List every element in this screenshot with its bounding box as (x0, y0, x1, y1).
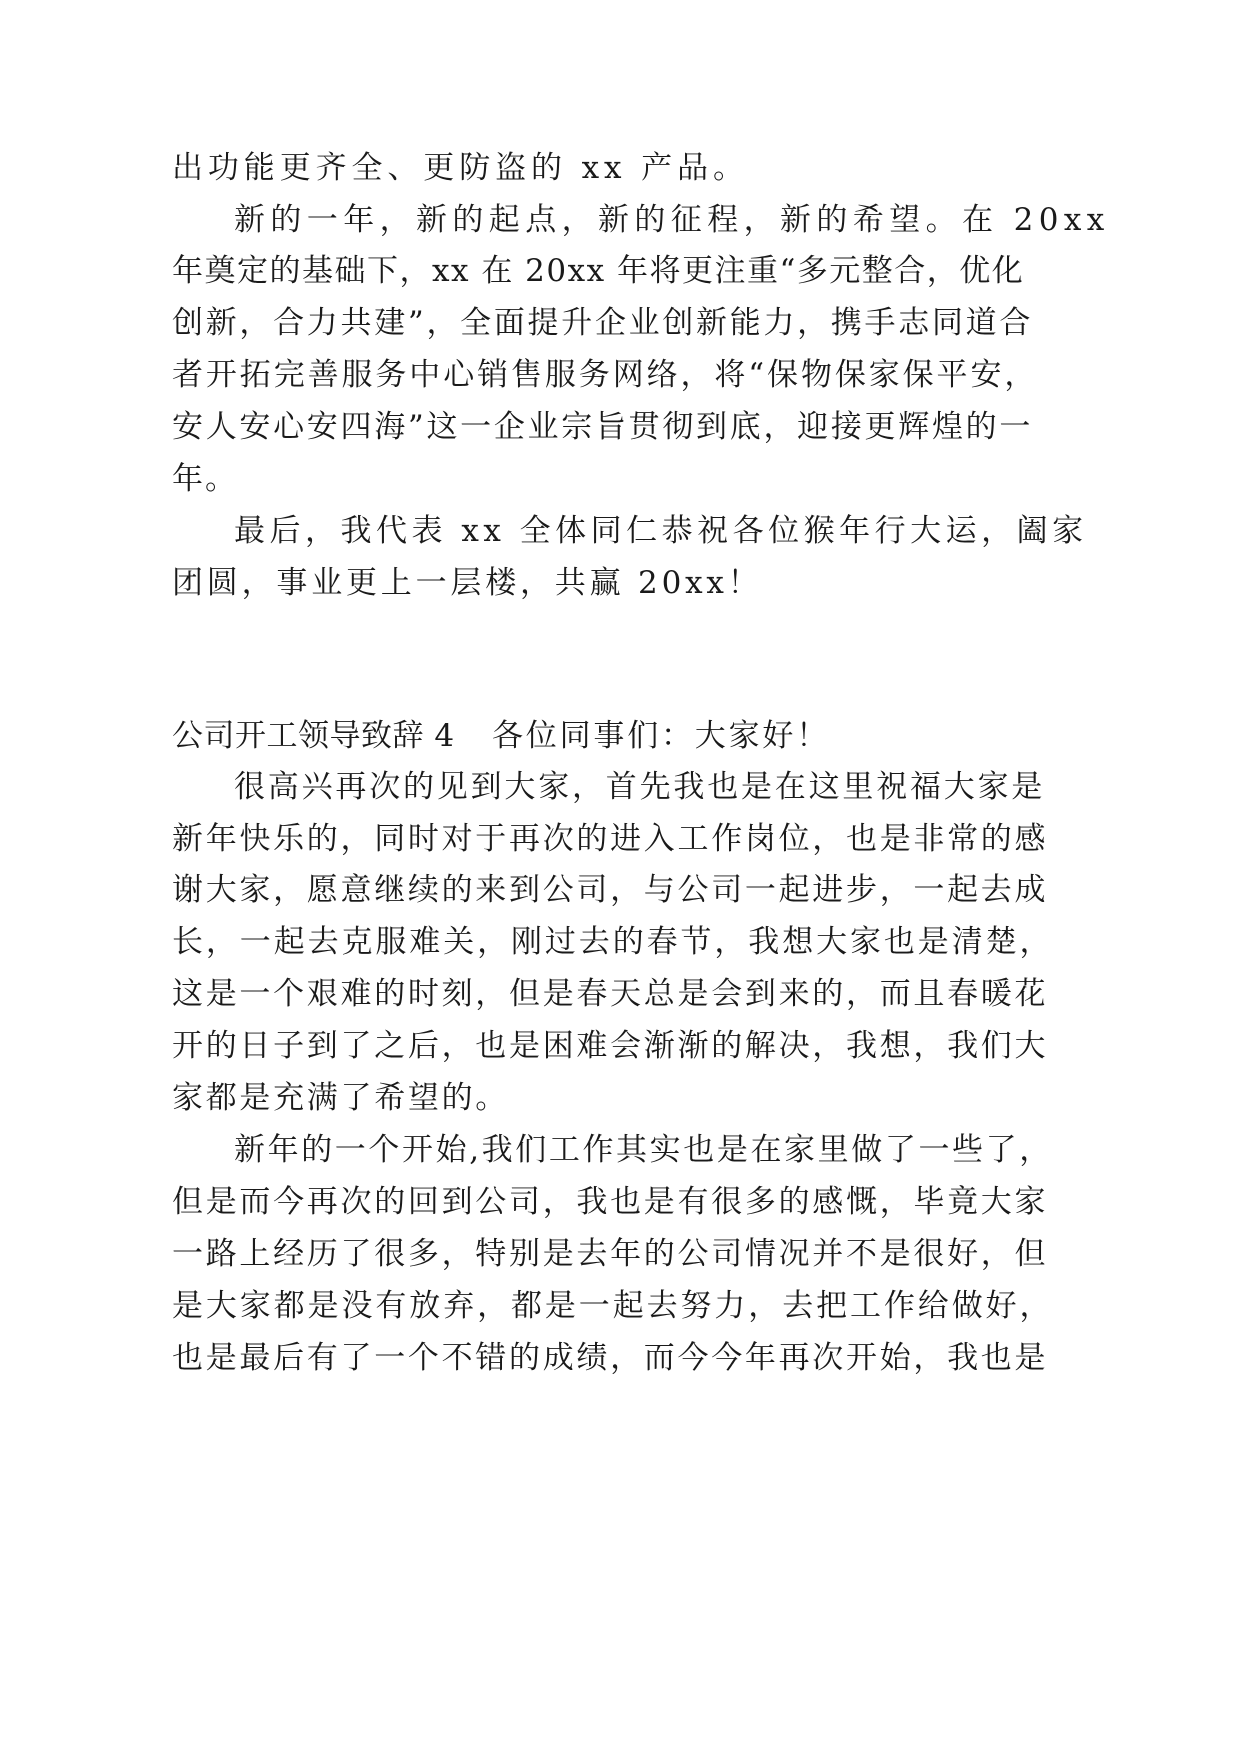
paragraph-line (0, 200, 1241, 240)
paragraph-line (0, 1078, 1241, 1118)
section-title: 公司开工领导致辞 4 (172, 718, 455, 754)
line-text: 年奠定的基础下，xx 在 20xx 年将更注重“多元整合，优化 (172, 253, 1025, 289)
paragraph-line (0, 148, 1241, 188)
paragraph-line (0, 1026, 1241, 1066)
line-text: 开的日子到了之后，也是困难会渐渐的解决，我想，我们大 (172, 1028, 1049, 1064)
line-text: 团圆，事业更上一层楼，共赢 20xx！ (172, 565, 763, 601)
paragraph-line (0, 819, 1241, 859)
line-text: 这是一个艰难的时刻，但是春天总是会到来的，而且春暖花 (172, 976, 1049, 1012)
line-text: 谢大家，愿意继续的来到公司，与公司一起进步，一起去成 (172, 872, 1049, 908)
line-text: 长，一起去克服难关，刚过去的春节，我想大家也是清楚， (172, 924, 1054, 960)
section-heading-line (0, 716, 1241, 756)
line-text: 新年快乐的，同时对于再次的进入工作岗位，也是非常的感 (172, 821, 1049, 857)
line-text: 新的一年，新的起点，新的征程，新的希望。在 20xx (234, 202, 1110, 238)
paragraph-line (0, 1234, 1241, 1274)
paragraph-line (0, 355, 1241, 395)
paragraph-line (0, 767, 1241, 807)
line-text: 创新，合力共建”，全面提升企业创新能力，携手志同道合 (172, 305, 1034, 341)
line-text: 一路上经历了很多，特别是去年的公司情况并不是很好，但 (172, 1236, 1049, 1272)
line-text: 者开拓完善服务中心销售服务网络，将“保物保家保平安， (172, 357, 1039, 393)
line-text: 是大家都是没有放弃，都是一起去努力，去把工作给做好， (172, 1288, 1054, 1324)
paragraph-line (0, 870, 1241, 910)
line-text: 年。 (172, 461, 238, 497)
line-text: 也是最后有了一个不错的成绩，而今今年再次开始，我也是 (172, 1340, 1049, 1376)
line-text: 最后，我代表 xx 全体同仁恭祝各位猴年行大运，阖家 (234, 513, 1088, 549)
paragraph-line (0, 563, 1241, 603)
paragraph-line (0, 511, 1241, 551)
paragraph-line (0, 1182, 1241, 1222)
paragraph-line (0, 1130, 1241, 1170)
paragraph-line (0, 1338, 1241, 1378)
paragraph-line (0, 407, 1241, 447)
salutation: 各位同事们：大家好！ (492, 718, 830, 754)
line-text: 安人安心安四海”这一企业宗旨贯彻到底，迎接更辉煌的一 (172, 409, 1034, 445)
line-text: 但是而今再次的回到公司，我也是有很多的感慨，毕竟大家 (172, 1184, 1049, 1220)
paragraph-line (0, 303, 1241, 343)
paragraph-line (0, 251, 1241, 291)
line-text: 新年的一个开始,我们工作其实也是在家里做了一些了， (234, 1132, 1053, 1168)
line-text: 家都是充满了希望的。 (172, 1080, 509, 1116)
paragraph-line (0, 974, 1241, 1014)
paragraph-line (0, 459, 1241, 499)
line-text: 出功能更齐全、更防盗的 xx 产品。 (172, 150, 749, 186)
line-text: 很高兴再次的见到大家，首先我也是在这里祝福大家是 (234, 769, 1046, 805)
paragraph-line (0, 922, 1241, 962)
paragraph-line (0, 1286, 1241, 1326)
